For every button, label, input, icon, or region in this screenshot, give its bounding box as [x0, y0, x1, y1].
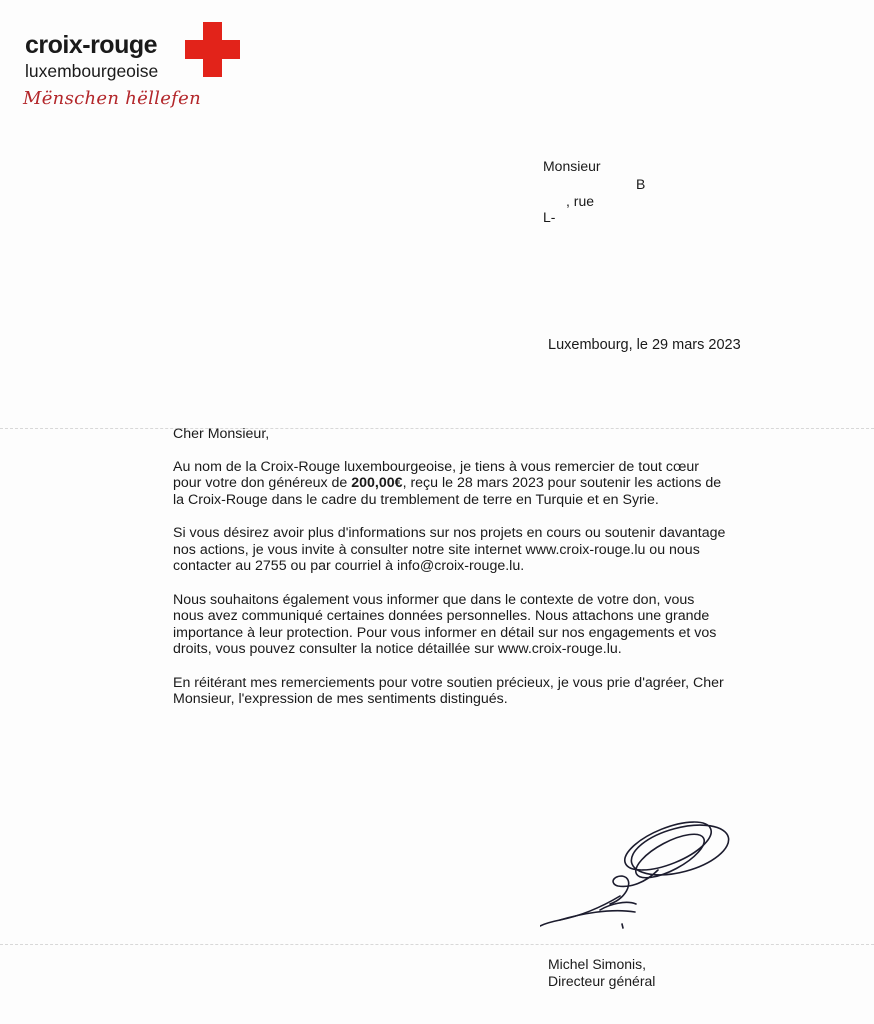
letter-salutation: Cher Monsieur,	[173, 426, 270, 442]
signer-title: Directeur général	[548, 972, 656, 989]
logo-subname: luxembourgeoise	[25, 61, 159, 81]
letter-paragraph-thanks	[173, 459, 833, 509]
red-cross-icon	[185, 22, 240, 77]
thanks-text-end: , reçu le 28 mars 2023 pour soutenir les actions de la Croix-Rouge dans le cadre du tremblement de terre en Turquie et en Syrie.	[173, 475, 722, 508]
signer-name: Michel Simonis,	[548, 956, 647, 972]
recipient-street: , rue	[566, 193, 595, 209]
recipient-name: B	[636, 176, 646, 192]
letter-paragraph-info: Si vous désirez avoir plus d'informations sur nos projets en cours ou soutenir davantage nos actions, je vous invite à consulter notre site internet www.croix-rouge.lu ou nous contacter au 2755 ou par courriel à info@croix-rouge.lu.	[173, 525, 726, 574]
letter-date: Luxembourg, le 29 mars 2023	[548, 337, 741, 353]
letter-paragraph-privacy: Nous souhaitons également vous informer que dans le contexte de votre don, vous nous avez communiqué certaines données personnelles. Nous attachons une grande importance à leur protection. Pour vous informer en détail sur nos engagements et vos droits, vous pouvez consulter la notice détaillée sur www.croix-rouge.lu.	[173, 591, 717, 657]
logo-name: croix-rouge	[25, 31, 158, 59]
signer-block	[548, 956, 655, 989]
donation-amount: 200,00€	[351, 475, 403, 491]
thanks-text-start: Au nom de la Croix-Rouge luxembourgeoise, je tiens à vous remercier de tout cœur pour votre don généreux de	[173, 458, 699, 491]
logo-tagline: Mënschen hëllefen	[23, 88, 201, 109]
handwritten-signature	[540, 808, 750, 948]
croix-rouge-logo	[25, 22, 255, 122]
recipient-title: Monsieur	[543, 158, 601, 174]
letter-paragraph-closing: En réitérant mes remerciements pour votre soutien précieux, je vous prie d'agréer, Cher Monsieur, l'expression de mes sentiments distingués.	[173, 674, 724, 707]
recipient-postal: L-	[543, 209, 556, 225]
letter-body	[173, 426, 833, 725]
